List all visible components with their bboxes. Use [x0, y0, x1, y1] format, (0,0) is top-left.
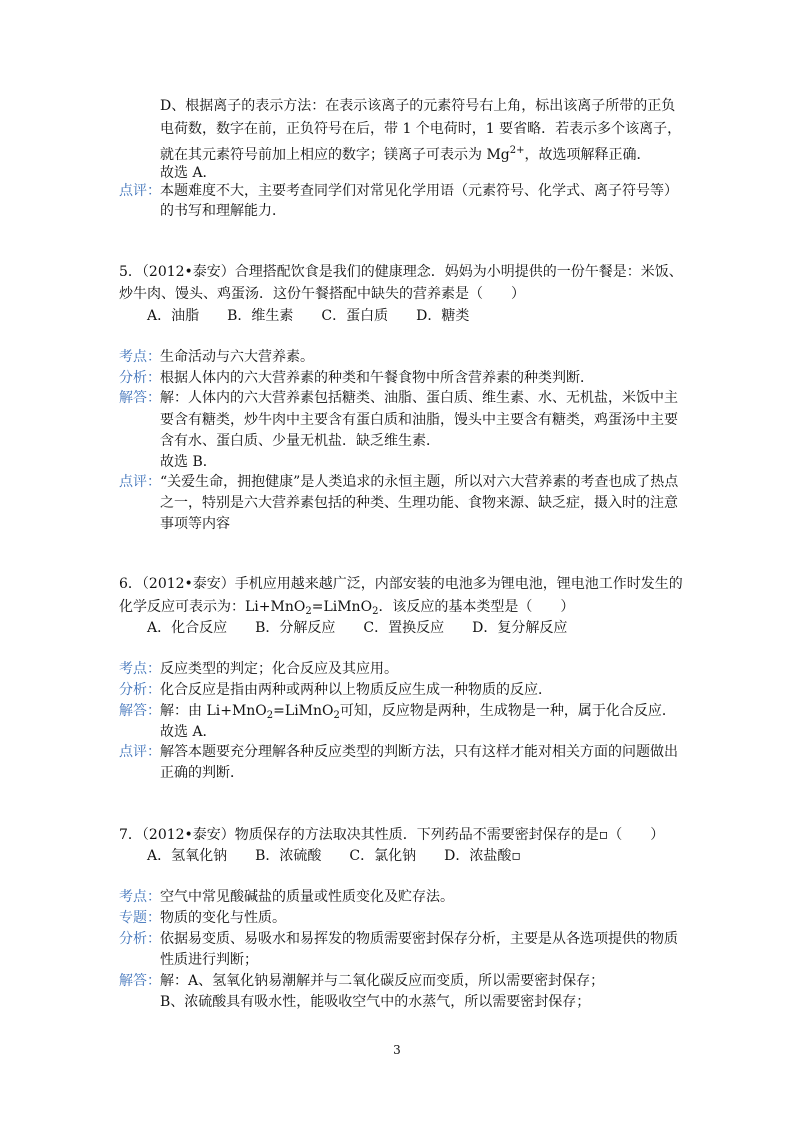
q6-dianping-line1: 解答本题要充分理解各种反应类型的判断方法，只有这样才能对相关方面的问题做出	[160, 744, 678, 760]
q6-choose: 故选 A．	[160, 724, 217, 740]
q7-kaodian: 空气中常见酸碱盐的质量或性质变化及贮存法。	[160, 889, 454, 905]
q5-dianping-line1: “关爱生命，拥抱健康”是人类追求的永恒主题，所以对六大营养素的考查也成了热点	[160, 474, 679, 490]
q4-comment-line1: 本题难度不大，主要考查同学们对常见化学用语（元素符号、化学式、离子符号等）	[160, 183, 678, 199]
q4-d-line3	[160, 141, 651, 165]
q5-kaodian: 生命活动与六大营养素。	[160, 349, 314, 365]
q7-fenxi-line1: 依据易变质、易吸水和易挥发的物质需要密封保存分析，主要是从各选项提供的物质	[160, 931, 678, 947]
q6-dianping-tag: 点评：	[119, 744, 161, 760]
q7-stem: 7．（2012•泰安）物质保存的方法取决其性质．下列药品不需要密封保存的是▫（ ）	[119, 827, 665, 843]
q5-jieda-line3: 含有水、蛋白质、少量无机盐．缺乏维生素．	[160, 433, 440, 449]
q4-comment-line2: 的书写和理解能力．	[160, 203, 286, 219]
q6-kaodian: 反应类型的判定；化合反应及其应用。	[160, 661, 398, 677]
q5-jieda-line2: 要含有糖类，炒牛肉中主要含有蛋白质和油脂，馒头中主要含有糖类，鸡蛋汤中主要	[160, 412, 678, 428]
q6-jieda-mid: =LiMnO	[273, 703, 334, 719]
q6-jieda-tag: 解答：	[119, 703, 161, 719]
q6-stem-pre: 化学反应可表示为：Li+MnO	[119, 599, 306, 615]
q4-comment-tag: 点评：	[119, 183, 161, 199]
q5-fenxi: 根据人体内的六大营养素的种类和午餐食物中所含营养素的种类判断．	[160, 370, 594, 386]
q5-dianping-line3: 事项等内容	[160, 516, 230, 532]
q5-fenxi-tag: 分析：	[119, 370, 161, 386]
q6-jieda-sub1: 2	[266, 710, 274, 721]
q4-choose: 故选 A．	[160, 165, 217, 181]
q5-dianping-line2: 之一，特别是六大营养素包括的种类、生理功能、食物来源、缺乏症，摄入时的注意	[160, 495, 678, 511]
q4-d-line3-pre: 就在其元素符号前加上相应的数字；镁离子可表示为 Mg	[160, 147, 510, 163]
q4-d-line3-post: ，故选项解释正确．	[524, 147, 651, 163]
q5-stem-line1: 5．（2012•泰安）合理搭配饮食是我们的健康理念．妈妈为小明提供的一份午餐是：米饭、	[119, 264, 683, 280]
q6-jieda-pre: 解：由 Li+MnO	[160, 703, 267, 719]
q7-jieda-tag: 解答：	[119, 973, 161, 989]
q6-dianping-line2: 正确的判断．	[160, 765, 244, 781]
q5-jieda-line1: 解：人体内的六大营养素包括糖类、油脂、蛋白质、维生素、水、无机盐，米饭中主	[160, 390, 678, 406]
q7-jieda-line2: B、浓硫酸具有吸水性，能吸收空气中的水蒸气，所以需要密封保存；	[160, 994, 591, 1010]
q5-kaodian-tag: 考点：	[119, 349, 161, 365]
q6-stem-mid: =LiMnO	[311, 599, 373, 615]
q5-dianping-tag: 点评：	[119, 474, 161, 490]
q4-d-line2: 电荷数，数字在前，正负符号在后，带 1 个电荷时，1 要省略．若表示多个该离子，	[160, 121, 682, 137]
q5-options: A．油脂 B．维生素 C．蛋白质 D．糖类	[147, 308, 470, 324]
q7-zhuanti-tag: 专题：	[119, 910, 161, 926]
q6-fenxi-tag: 分析：	[119, 682, 161, 698]
q5-choose: 故选 B．	[160, 454, 217, 470]
q6-jieda-sub2: 2	[333, 710, 340, 721]
q6-kaodian-tag: 考点：	[119, 661, 161, 677]
q6-jieda-post: 可知，反应物是两种，生成物是一种，属于化合反应．	[339, 703, 676, 719]
q7-kaodian-tag: 考点：	[119, 889, 161, 905]
q5-stem-line2: 炒牛肉、馒头、鸡蛋汤．这份午餐搭配中缺失的营养素是（ ）	[119, 286, 525, 302]
q6-stem-line1: 6．（2012•泰安）手机应用越来越广泛，内部安装的电池多为锂电池，锂电池工作时发生的	[119, 576, 683, 592]
page-number: 3	[393, 1043, 401, 1057]
q7-fenxi-tag: 分析：	[119, 931, 161, 947]
q7-zhuanti: 物质的变化与性质。	[160, 910, 286, 926]
q4-d-line3-sup: 2+	[509, 145, 525, 156]
q6-stem-sub2: 2	[372, 606, 379, 617]
q7-jieda-line1: 解：A、氢氧化钠易潮解并与二氧化碳反应而变质，所以需要密封保存；	[160, 973, 605, 989]
q4-d-line1: D、根据离子的表示方法：在表示该离子的元素符号右上角，标出该离子所带的正负	[160, 98, 676, 114]
q7-options: A．氢氧化钠 B．浓硫酸 C．氯化钠 D．浓盐酸▫	[147, 848, 521, 864]
q6-options: A．化合反应 B．分解反应 C．置换反应 D．复分解反应	[147, 620, 568, 636]
q6-jieda	[160, 701, 676, 726]
q5-jieda-tag: 解答：	[119, 390, 161, 406]
q6-stem-post: ．该反应的基本类型是（ ）	[378, 599, 575, 615]
q6-fenxi: 化合反应是指由两种或两种以上物质反应生成一种物质的反应．	[160, 682, 552, 698]
q7-fenxi-line2: 性质进行判断；	[160, 952, 258, 968]
q6-stem-sub1: 2	[305, 606, 312, 617]
